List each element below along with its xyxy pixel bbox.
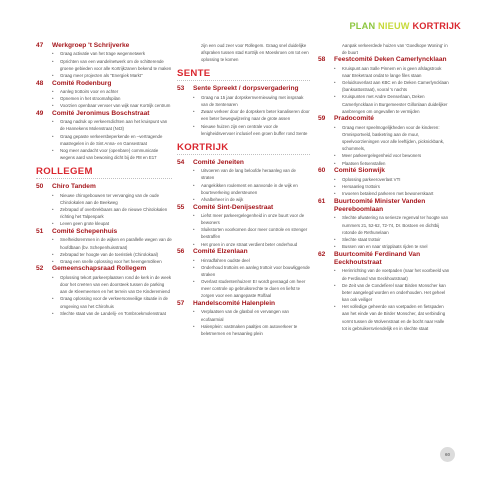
item-number: 51 bbox=[36, 227, 44, 235]
committee-item bbox=[36, 110, 172, 161]
page-number-badge: 60 bbox=[440, 447, 455, 462]
committee-item bbox=[318, 198, 450, 251]
committee-item bbox=[177, 300, 310, 337]
committee-heading bbox=[177, 300, 310, 308]
committee-heading bbox=[36, 110, 172, 118]
brand-title bbox=[349, 21, 461, 31]
request-bullet: • Voorzien openbaar vervoer van wijk naar Kortrijk centrum bbox=[52, 102, 172, 109]
request-bullet: • Oplossing tekort parkeerplaatsen rond de kerk in de week door het creëren van een doorsteek tussen de parking aan de Kleemeersen en het terrein van De Kinderemiend bbox=[52, 274, 172, 295]
committee-item bbox=[36, 42, 172, 79]
committee-title: Buurtcomité Ferdinand Van Eeckhoutstraat bbox=[334, 250, 421, 267]
committee-title: Comité Schepenhuis bbox=[52, 227, 118, 235]
committee-heading bbox=[318, 56, 450, 64]
request-list bbox=[36, 88, 172, 109]
request-bullet: • Hersaanleg trottoirs bbox=[334, 183, 450, 190]
column-2 bbox=[177, 42, 310, 338]
column-3 bbox=[318, 42, 450, 332]
request-list bbox=[177, 257, 310, 300]
request-list bbox=[318, 124, 450, 167]
request-list bbox=[318, 267, 450, 331]
committee-title: Comité Jeronimus Boschstraat bbox=[52, 109, 150, 117]
request-list bbox=[36, 192, 172, 228]
request-bullet: • De Zeit van de Condefierel naar Birden Monscher kan beter aangelegd worden en onderhouden. Het geheel kan ook veiliger bbox=[334, 282, 450, 303]
committee-heading bbox=[36, 183, 172, 191]
request-bullet: • Uitvoeren van de lang beloofde heraanleg van de straten bbox=[193, 167, 310, 181]
request-bullet: • Afvalbeheer in de wijk bbox=[193, 196, 310, 203]
request-bullet: • Opnemen in het stroomafspilan bbox=[52, 95, 172, 102]
section-heading: ROLLEGEM bbox=[36, 166, 93, 178]
request-bullet: • Liefst meer parkeergelegenheid in onze buurt voor de bewoners bbox=[193, 212, 310, 226]
continued-text bbox=[177, 42, 310, 63]
committee-title: Sente Spreekt / dorpsvergadering bbox=[193, 85, 299, 93]
committee-item bbox=[177, 248, 310, 299]
committee-item bbox=[177, 159, 310, 203]
committee-item bbox=[36, 80, 172, 110]
committee-title: Comité Rodenburg bbox=[52, 79, 112, 87]
brand-word-city: KORTRIJK bbox=[412, 21, 461, 31]
committee-item bbox=[177, 85, 310, 136]
request-bullet: • Slechte staat van de Landelij- en Tombroekmolenstraat bbox=[52, 310, 172, 317]
request-bullet: • Nog meer aandacht voor (openbare) communicatie wegens aard van bewoning dicht bij de R8 en E17 bbox=[52, 147, 172, 161]
item-number: 59 bbox=[318, 115, 326, 123]
item-number: 61 bbox=[318, 197, 326, 205]
committee-title: Buurtcomité Minister Vanden Peereboomlaan bbox=[334, 197, 426, 213]
committee-heading bbox=[318, 198, 450, 215]
committee-heading bbox=[36, 265, 172, 273]
item-number: 52 bbox=[36, 265, 44, 273]
committee-title: Comité Elzenlaan bbox=[193, 248, 248, 256]
request-bullet: • Aangekikken roulement en aanvonde in de wijk en bourtvverkeing ondersteunen bbox=[193, 182, 310, 196]
request-bullet: • Slechte afwatering na seriesze regenval ter hoogte van nummers 21, 52-62, 72-74, Dr. Bostoen en dichtbij rotonde de Rethunelaan bbox=[334, 214, 450, 235]
item-number: 50 bbox=[36, 183, 44, 191]
request-bullet: • Oprichten van een wandelnetwerk om de schitterende groene gebieden voor alle Kortrijkzanen bekend te maken bbox=[52, 58, 172, 72]
request-bullet: • Graag gepaste verkeersbeperkende en –vertragende maatregelen in de Sint Anna- en Gansestraat bbox=[52, 133, 172, 147]
request-bullet: • Onderhoud trottoirs en aanleg trottoir voor bouwliggende straken bbox=[193, 264, 310, 278]
section-divider bbox=[36, 178, 172, 179]
item-number: 56 bbox=[177, 248, 185, 256]
request-bullet: • Graag activatie van het trage wegennetwerk bbox=[52, 50, 172, 57]
request-bullet: • Aanleg trottoirs voor en achter bbox=[52, 88, 172, 95]
item-number: 58 bbox=[318, 56, 326, 64]
request-bullet: • Nieuwe chirogebouwen ter vervanging van de oude Chirolokalen aan de Beekweg bbox=[52, 192, 172, 206]
committee-title: Chiro Tandem bbox=[52, 183, 96, 191]
section-heading: KORTRIJK bbox=[177, 141, 229, 153]
item-number: 49 bbox=[36, 109, 44, 117]
committee-title: Comité Sint-Denijsestraat bbox=[193, 203, 274, 211]
request-bullet: • Verplaatsen van de glasbol en vervangen van ecofaarmial bbox=[193, 308, 310, 322]
committee-heading bbox=[177, 248, 310, 256]
committee-item bbox=[318, 167, 450, 197]
committee-title: Handelscomité Halenplein bbox=[193, 300, 276, 308]
committee-title: Comité Jeneiten bbox=[193, 158, 244, 166]
request-list bbox=[177, 94, 310, 137]
committee-heading bbox=[177, 159, 310, 167]
brand-word-nieuw: NIEUW bbox=[378, 21, 410, 31]
committee-heading bbox=[177, 85, 310, 93]
request-list bbox=[36, 274, 172, 317]
committee-title: Comité Sionwijk bbox=[334, 167, 385, 175]
continued-text bbox=[318, 42, 450, 56]
request-bullet: • Halenplein: vastmaken paaltjes om autoverkeer te beletmernen en hesaanleg plein bbox=[193, 323, 310, 337]
request-bullet: • Overlast studentenhuizen! Er wordt gevraagd om heer meer controle op gebruiksrechte te doen en liefst te zorgen voor een aangepaste Rolfaal bbox=[193, 278, 310, 299]
request-bullet: • Het volledige geheerde van voetpaden en fietspaden aan het einde van de Birder Monscher, dat verbinding vormt tussen de Wolvenstraat en de bocht naar Halle tot is gebruikersvriendelijk en in slechte staat bbox=[334, 303, 450, 332]
request-bullet: • Graag meer speelmogelijkheden voor de kinderen: Omnisportveld, basketring aan de muur, speelvoorzieningen voor alle leeftijden, picknickbank, schommels, bbox=[334, 124, 450, 153]
committee-item bbox=[318, 251, 450, 332]
request-list bbox=[36, 236, 172, 265]
section-divider bbox=[177, 80, 310, 81]
request-list bbox=[318, 214, 450, 250]
continued-line: Aanpak verkeerdede huizen van 'Goedkope Woning' in de buurt bbox=[342, 43, 448, 56]
request-bullet: • Herinrichting van de voetpaden (naar het voorbeeld van de Ferdinand Van Eeckhoutstraat) bbox=[334, 267, 450, 281]
continued-line: zijn een oud zeer voor Rollegem. Graag snel duidelijke afspraken tussen stad Kortrijk en Moeskroen om tot een oplossing te komen bbox=[201, 43, 309, 63]
item-number: 60 bbox=[318, 167, 326, 175]
column-1 bbox=[36, 42, 172, 317]
request-bullet: • Snelheidsremmen in de wijken en parallelle wegen van de hoofdbaan (bv. Schepenhuisstraat) bbox=[52, 236, 172, 250]
request-list bbox=[177, 167, 310, 203]
section-heading: SENTE bbox=[177, 68, 211, 80]
item-number: 57 bbox=[177, 300, 185, 308]
committee-title: Pradocomité bbox=[334, 115, 374, 123]
request-bullet: • Kruispunt aan Salle Pinnem en is geen afslagstrook naar Breketraat ondat te lange files staan bbox=[334, 65, 450, 79]
request-list bbox=[36, 118, 172, 161]
committee-item bbox=[36, 265, 172, 316]
brand-word-plan: PLAN bbox=[349, 21, 376, 31]
request-list bbox=[177, 308, 310, 337]
committee-heading bbox=[318, 115, 450, 123]
committee-item bbox=[36, 183, 172, 227]
request-list bbox=[177, 212, 310, 248]
request-list bbox=[36, 50, 172, 79]
committee-title: Werkgroep 't Schrijverke bbox=[52, 42, 130, 49]
request-bullet: • Graag oplossing voor de verkeersonveilige situatie in de omgeving van het Chirohuis bbox=[52, 295, 172, 309]
committee-item bbox=[36, 228, 172, 265]
request-bullet: • Meer parkeergelegenheid voor bewoners bbox=[334, 152, 450, 159]
item-number: 53 bbox=[177, 85, 185, 93]
request-bullet: • Zwaar verkeer door de dorpskern beter kanaliseren door een beter bewegwijzering naar de grote assen bbox=[193, 108, 310, 122]
request-bullet: • Invoeren betalend parkeren met bewonerskaart bbox=[334, 190, 450, 197]
committee-title: Gemeenschapsraad Rollegem bbox=[52, 265, 147, 273]
committee-heading bbox=[36, 80, 172, 88]
committee-heading bbox=[318, 167, 450, 175]
request-list bbox=[318, 176, 450, 197]
request-bullet: • Zebrapad ter hoogte van de toeristiek (Chirolokaal) bbox=[52, 251, 172, 258]
request-bullet: • Nieuwe huizen zijn een centrale voor de lenigheidsvervoer inclusief een groen buffer rond Sente bbox=[193, 123, 310, 137]
committee-heading bbox=[36, 42, 172, 50]
request-bullet: • Sluikstorten voorkomen door meer controle en strenger bestraffen bbox=[193, 226, 310, 240]
committee-title: Feestcomité Deken Camerlyncklaan bbox=[334, 56, 447, 64]
item-number: 48 bbox=[36, 79, 44, 87]
item-number: 54 bbox=[177, 158, 185, 166]
request-bullet: • Graag nadruk op verkeersdichten aan het kruispunt van de Hannekens Molenstraat (N43) bbox=[52, 118, 172, 132]
request-list bbox=[318, 65, 450, 115]
request-bullet: • Hinradfahren oudste deel bbox=[193, 257, 310, 264]
request-bullet: • Slechte staat trottoir bbox=[334, 236, 450, 243]
request-bullet: • Bussen van en naar stripplaats rijden te snel bbox=[334, 243, 450, 250]
item-number: 62 bbox=[318, 250, 326, 258]
request-bullet: • Geluidsoverlast aan KBC en de Deken Camerlyncklaan (banksattostraat), vooral 's nachts bbox=[334, 79, 450, 93]
request-bullet: • Kruispunten met Andre Denserlaan, Deken Camerlyncklaan in Burgemeester Gillonlaan duidelijker aanbrengen om ongevallen te vermijden bbox=[334, 93, 450, 114]
request-bullet: • Oplossing parkeeroverlast VTI bbox=[334, 176, 450, 183]
committee-item bbox=[177, 204, 310, 248]
request-bullet: • Graag een snelle oplossing voor het heemgemölleen bbox=[52, 258, 172, 265]
request-bullet: • Graag meer projecten als "Energiek Markt" bbox=[52, 72, 172, 79]
item-number: 47 bbox=[36, 42, 44, 49]
request-bullet: • Plaatsen fietsenstallen bbox=[334, 160, 450, 167]
committee-heading bbox=[177, 204, 310, 212]
committee-heading bbox=[318, 251, 450, 268]
committee-item bbox=[318, 56, 450, 115]
request-bullet: • Het groen in onze straat verdient beter onderhoud bbox=[193, 241, 310, 248]
section-divider bbox=[177, 154, 310, 155]
request-bullet: • Graag na 15 jaar dorpskernvernieuwing met inspraak van de Sentenaren bbox=[193, 94, 310, 108]
committee-heading bbox=[36, 228, 172, 236]
request-bullet: • Zebrapad of overbrekbaars aan de nieuwe Chirolokalen richting het Talpenpark bbox=[52, 206, 172, 220]
request-bullet: • Leven geen grote kleupat bbox=[52, 220, 172, 227]
committee-item bbox=[318, 115, 450, 166]
item-number: 55 bbox=[177, 203, 185, 211]
